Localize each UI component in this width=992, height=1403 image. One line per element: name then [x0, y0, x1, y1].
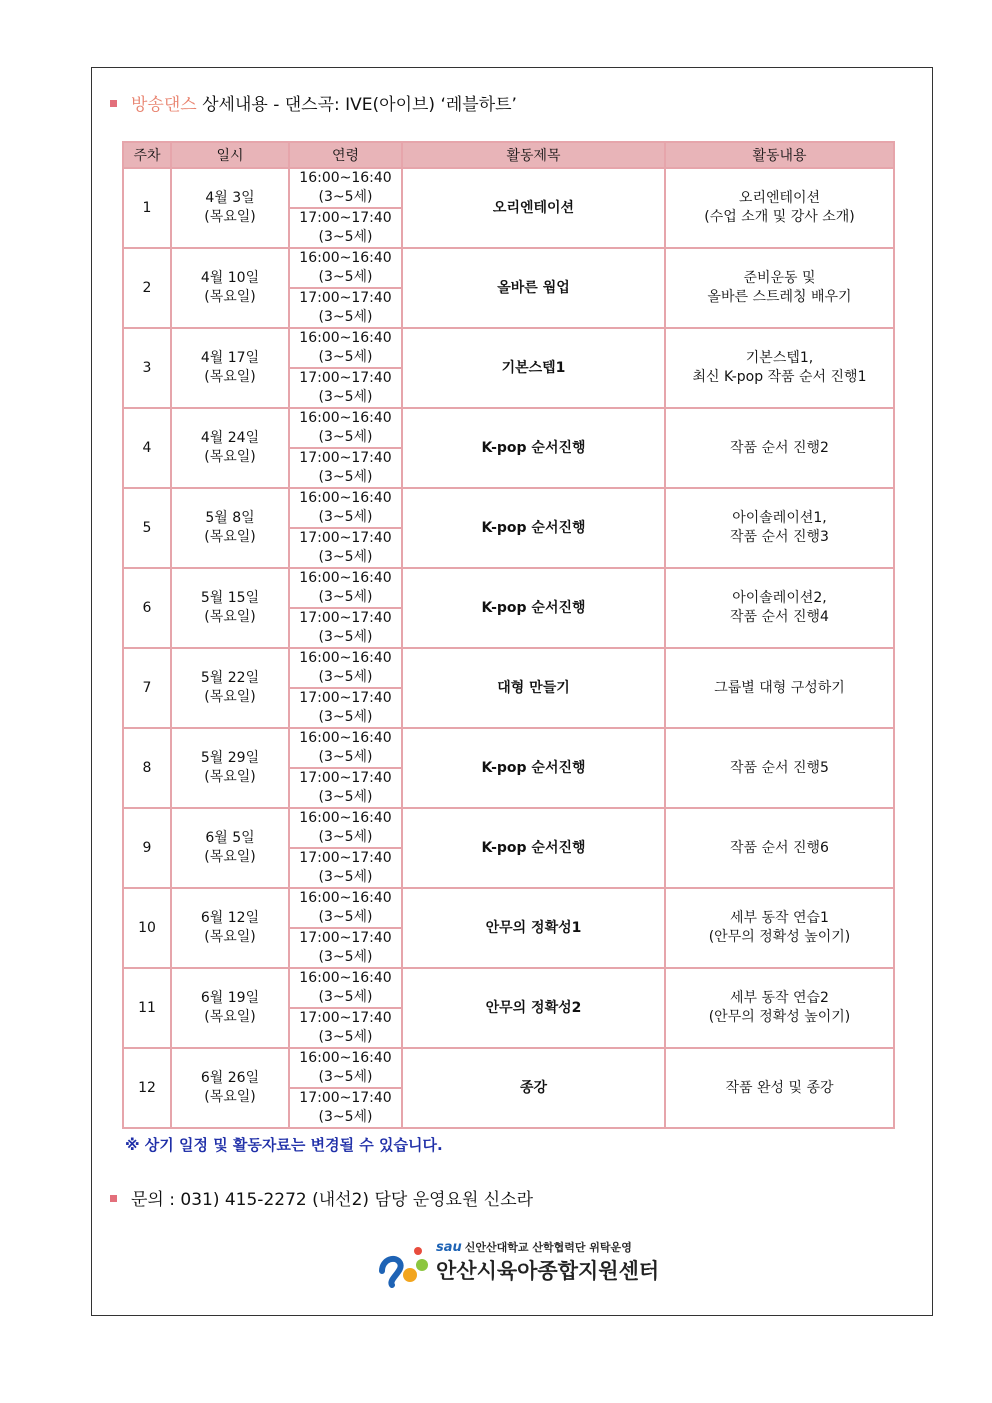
activity-title-cell: K-pop 순서진행 [402, 408, 665, 488]
content-line: 최신 K-pop 작품 순서 진행1 [692, 369, 867, 385]
time-text: 16:00~16:40 [299, 650, 392, 666]
time-text: 16:00~16:40 [299, 330, 392, 346]
time-slot-cell [289, 368, 402, 408]
table-row [123, 888, 894, 928]
table-row [123, 408, 894, 448]
date-text: 4월 17일 [200, 350, 260, 366]
time-slot-cell [289, 608, 402, 648]
age-text: (3~5세) [318, 389, 373, 405]
time-text: 17:00~17:40 [299, 770, 392, 786]
content-line: 작품 순서 진행2 [730, 439, 829, 456]
schedule-body [123, 168, 894, 1128]
content-line: 아이솔레이션2, [732, 590, 827, 606]
age-text: (3~5세) [318, 989, 373, 1005]
date-cell [171, 808, 289, 888]
header-title: 활동제목 [402, 142, 665, 168]
date-text: 6월 26일 [200, 1070, 260, 1086]
time-text: 16:00~16:40 [299, 1050, 392, 1066]
time-slot-cell [289, 488, 402, 528]
time-slot-cell [289, 768, 402, 808]
time-text: 16:00~16:40 [299, 490, 392, 506]
week-cell: 2 [123, 248, 171, 328]
heading-accent: 방송댄스 [131, 95, 197, 115]
time-text: 17:00~17:40 [299, 290, 392, 306]
week-cell: 1 [123, 168, 171, 248]
day-text: (목요일) [204, 609, 256, 625]
activity-title-cell: K-pop 순서진행 [402, 488, 665, 568]
date-text: 5월 29일 [200, 750, 260, 766]
activity-content-cell [665, 888, 894, 968]
activity-title-cell: 종강 [402, 1048, 665, 1128]
date-text: 4월 10일 [200, 270, 260, 286]
table-row [123, 248, 894, 288]
table-row [123, 1048, 894, 1088]
age-text: (3~5세) [318, 709, 373, 725]
date-cell [171, 728, 289, 808]
activity-content-cell [665, 808, 894, 888]
age-text: (3~5세) [318, 269, 373, 285]
age-text: (3~5세) [318, 749, 373, 765]
logo-subtitle-text: 신안산대학교 산학협력단 위탁운영 [464, 1241, 632, 1254]
table-row [123, 728, 894, 768]
activity-title-cell: 안무의 정확성1 [402, 888, 665, 968]
section-heading [110, 90, 517, 115]
time-slot-cell [289, 208, 402, 248]
time-slot-cell [289, 528, 402, 568]
time-slot-cell [289, 1008, 402, 1048]
time-slot-cell [289, 648, 402, 688]
content-line: 세부 동작 연습1 [730, 910, 829, 926]
age-text: (3~5세) [318, 229, 373, 245]
content-line: (수업 소개 및 강사 소개) [704, 209, 855, 225]
age-text: (3~5세) [318, 189, 373, 205]
day-text: (목요일) [204, 689, 256, 705]
time-text: 17:00~17:40 [299, 450, 392, 466]
week-cell: 12 [123, 1048, 171, 1128]
table-row [123, 808, 894, 848]
schedule-table [122, 141, 895, 1129]
date-text: 6월 19일 [200, 990, 260, 1006]
activity-title-cell: K-pop 순서진행 [402, 808, 665, 888]
content-line: 작품 순서 진행4 [730, 609, 829, 625]
week-cell: 6 [123, 568, 171, 648]
time-text: 17:00~17:40 [299, 210, 392, 226]
age-text: (3~5세) [318, 549, 373, 565]
time-slot-cell [289, 1048, 402, 1088]
content-line: 아이솔레이션1, [732, 510, 827, 526]
time-text: 17:00~17:40 [299, 1010, 392, 1026]
content-line: (안무의 정확성 높이기) [708, 1009, 851, 1025]
activity-title-cell: 안무의 정확성2 [402, 968, 665, 1048]
content-line: 올바른 스트레칭 배우기 [707, 289, 852, 305]
bullet-icon [110, 1195, 117, 1202]
activity-content-cell [665, 1048, 894, 1128]
time-slot-cell [289, 1088, 402, 1128]
age-text: (3~5세) [318, 629, 373, 645]
table-row [123, 968, 894, 1008]
activity-title-cell: 대형 만들기 [402, 648, 665, 728]
header-date: 일시 [171, 142, 289, 168]
week-cell: 3 [123, 328, 171, 408]
date-cell [171, 1048, 289, 1128]
activity-title-cell: 기본스텝1 [402, 328, 665, 408]
time-text: 17:00~17:40 [299, 370, 392, 386]
date-cell [171, 968, 289, 1048]
time-text: 17:00~17:40 [299, 690, 392, 706]
day-text: (목요일) [204, 769, 256, 785]
activity-content-cell [665, 648, 894, 728]
age-text: (3~5세) [318, 1109, 373, 1125]
activity-content-cell [665, 328, 894, 408]
age-text: (3~5세) [318, 429, 373, 445]
change-notice: ※ 상기 일정 및 활동자료는 변경될 수 있습니다. [125, 1136, 443, 1154]
time-slot-cell [289, 328, 402, 368]
center-logo [376, 1239, 660, 1289]
week-cell: 4 [123, 408, 171, 488]
time-slot-cell [289, 448, 402, 488]
time-text: 16:00~16:40 [299, 890, 392, 906]
day-text: (목요일) [204, 209, 256, 225]
activity-title-cell: K-pop 순서진행 [402, 568, 665, 648]
content-line: 준비운동 및 [743, 270, 816, 286]
activity-content-cell [665, 728, 894, 808]
content-line: 작품 순서 진행6 [730, 839, 829, 856]
date-cell [171, 248, 289, 328]
time-slot-cell [289, 408, 402, 448]
time-slot-cell [289, 848, 402, 888]
time-text: 16:00~16:40 [299, 810, 392, 826]
time-text: 16:00~16:40 [299, 730, 392, 746]
day-text: (목요일) [204, 449, 256, 465]
day-text: (목요일) [204, 929, 256, 945]
activity-content-cell [665, 408, 894, 488]
age-text: (3~5세) [318, 509, 373, 525]
date-text: 4월 24일 [200, 430, 260, 446]
date-text: 6월 12일 [200, 910, 260, 926]
logo-subtitle [436, 1239, 632, 1255]
date-cell [171, 408, 289, 488]
time-text: 17:00~17:40 [299, 610, 392, 626]
header-age: 연령 [289, 142, 402, 168]
logo-name: 안산시육아종합지원센터 [436, 1259, 660, 1283]
date-text: 6월 5일 [205, 830, 255, 846]
date-cell [171, 648, 289, 728]
time-slot-cell [289, 808, 402, 848]
age-text: (3~5세) [318, 589, 373, 605]
time-slot-cell [289, 888, 402, 928]
bullet-icon [110, 100, 117, 107]
day-text: (목요일) [204, 1089, 256, 1105]
time-slot-cell [289, 248, 402, 288]
activity-title-cell: 올바른 웜업 [402, 248, 665, 328]
time-text: 17:00~17:40 [299, 930, 392, 946]
time-slot-cell [289, 168, 402, 208]
date-cell [171, 568, 289, 648]
time-text: 17:00~17:40 [299, 850, 392, 866]
time-text: 17:00~17:40 [299, 530, 392, 546]
contact-text: 문의 : 031) 415-2272 (내선2) 담당 운영요원 신소라 [131, 1190, 534, 1210]
time-slot-cell [289, 288, 402, 328]
age-text: (3~5세) [318, 949, 373, 965]
activity-content-cell [665, 488, 894, 568]
age-text: (3~5세) [318, 469, 373, 485]
week-cell: 9 [123, 808, 171, 888]
table-row [123, 568, 894, 608]
time-text: 16:00~16:40 [299, 570, 392, 586]
activity-title-cell: K-pop 순서진행 [402, 728, 665, 808]
time-text: 16:00~16:40 [299, 170, 392, 186]
day-text: (목요일) [204, 369, 256, 385]
time-text: 17:00~17:40 [299, 1090, 392, 1106]
week-cell: 7 [123, 648, 171, 728]
age-text: (3~5세) [318, 1029, 373, 1045]
time-text: 16:00~16:40 [299, 410, 392, 426]
age-text: (3~5세) [318, 349, 373, 365]
logo-mark: sau [436, 1240, 462, 1255]
day-text: (목요일) [204, 289, 256, 305]
age-text: (3~5세) [318, 789, 373, 805]
content-line: 그룹별 대형 구성하기 [714, 679, 845, 696]
date-cell [171, 488, 289, 568]
activity-content-cell [665, 968, 894, 1048]
contact-line [110, 1185, 533, 1210]
table-row [123, 488, 894, 528]
age-text: (3~5세) [318, 829, 373, 845]
table-row [123, 328, 894, 368]
content-line: 오리엔테이션 [738, 190, 821, 206]
date-cell [171, 168, 289, 248]
week-cell: 10 [123, 888, 171, 968]
week-cell: 8 [123, 728, 171, 808]
time-slot-cell [289, 928, 402, 968]
day-text: (목요일) [204, 1009, 256, 1025]
day-text: (목요일) [204, 849, 256, 865]
table-row [123, 168, 894, 208]
content-line: 세부 동작 연습2 [730, 990, 829, 1006]
age-text: (3~5세) [318, 669, 373, 685]
activity-title-cell: 오리엔테이션 [402, 168, 665, 248]
activity-content-cell [665, 168, 894, 248]
date-text: 5월 22일 [200, 670, 260, 686]
table-header-row [123, 142, 894, 168]
content-line: 작품 완성 및 종강 [725, 1079, 834, 1096]
content-line: 기본스텝1, [745, 350, 814, 366]
activity-content-cell [665, 248, 894, 328]
date-cell [171, 888, 289, 968]
time-slot-cell [289, 688, 402, 728]
age-text: (3~5세) [318, 869, 373, 885]
content-line: 작품 순서 진행5 [730, 759, 829, 776]
logo-icon [376, 1241, 432, 1289]
header-week: 주차 [123, 142, 171, 168]
content-line: 작품 순서 진행3 [730, 529, 829, 545]
header-content: 활동내용 [665, 142, 894, 168]
date-text: 4월 3일 [205, 190, 255, 206]
time-slot-cell [289, 568, 402, 608]
time-text: 16:00~16:40 [299, 250, 392, 266]
week-cell: 11 [123, 968, 171, 1048]
age-text: (3~5세) [318, 309, 373, 325]
date-text: 5월 15일 [200, 590, 260, 606]
content-line: (안무의 정확성 높이기) [708, 929, 851, 945]
table-row [123, 648, 894, 688]
age-text: (3~5세) [318, 1069, 373, 1085]
week-cell: 5 [123, 488, 171, 568]
day-text: (목요일) [204, 529, 256, 545]
time-slot-cell [289, 728, 402, 768]
time-text: 16:00~16:40 [299, 970, 392, 986]
date-cell [171, 328, 289, 408]
date-text: 5월 8일 [205, 510, 255, 526]
heading-text: 상세내용 - 댄스곡: IVE(아이브) ‘레블하트’ [202, 95, 517, 115]
activity-content-cell [665, 568, 894, 648]
time-slot-cell [289, 968, 402, 1008]
age-text: (3~5세) [318, 909, 373, 925]
